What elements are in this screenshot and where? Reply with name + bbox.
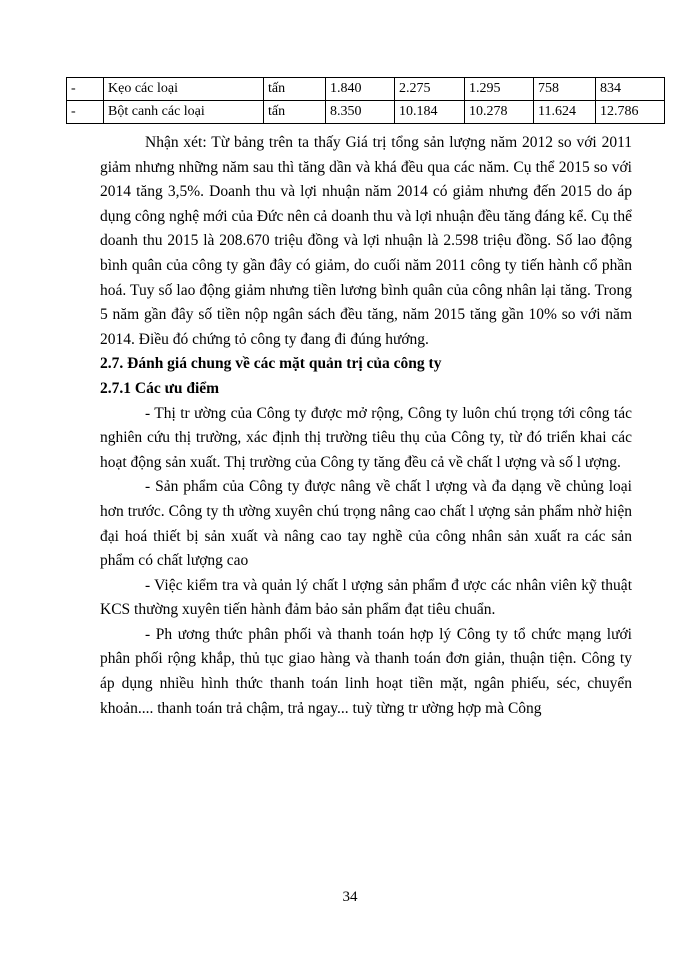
subsection-heading: 2.7.1 Các ưu điểm — [100, 379, 220, 397]
advantage-paragraph: - Việc kiểm tra và quản lý chất l ượng sản phẩm đ ược các nhân viên kỹ thuật KCS thường xuyên tiến hành đảm bảo sản phẩm đạt tiêu chuẩn. — [100, 576, 632, 619]
value-cell: 12.786 — [596, 101, 665, 124]
page-number: 34 — [342, 889, 358, 905]
value-cell: 1.840 — [326, 78, 395, 101]
value-cell: 11.624 — [534, 101, 596, 124]
document-body — [100, 131, 632, 721]
value-cell: 10.278 — [465, 101, 534, 124]
production-table — [66, 77, 665, 124]
value-cell: 758 — [534, 78, 596, 101]
table-row — [67, 78, 665, 101]
value-cell: 1.295 — [465, 78, 534, 101]
value-cell: 834 — [596, 78, 665, 101]
value-cell: 8.350 — [326, 101, 395, 124]
advantage-paragraph: - Sản phẩm của Công ty được nâng về chất l ượng và đa dạng về chủng loại hơn trước. Công ty th ường xuyên chú trọng nâng cao chất l ượng sản phẩm nhờ hiện đại hoá thiết bị sản xuất và nâng cao tay nghề của công nhân sản xuất ra các sản phẩm có chất lượng cao — [100, 478, 632, 570]
unit-cell: tấn — [264, 101, 326, 124]
row-dash: - — [67, 101, 104, 124]
item-name: Bột canh các loại — [104, 101, 264, 124]
value-cell: 2.275 — [395, 78, 465, 101]
unit-cell: tấn — [264, 78, 326, 101]
table-row — [67, 101, 665, 124]
item-name: Kẹo các loại — [104, 78, 264, 101]
table — [66, 77, 665, 124]
section-heading: 2.7. Đánh giá chung về các mặt quản trị của công ty — [100, 355, 442, 373]
advantage-paragraph: - Thị tr ường của Công ty được mở rộng, Công ty luôn chú trọng tới công tác nghiên cứu thị trường, xác định thị trường tiêu thụ của Công ty, từ đó triển khai các hoạt động sản xuất. Thị trường của Công ty tăng đều cả về chất l ượng và số l ượng. — [100, 404, 632, 471]
row-dash: - — [67, 78, 104, 101]
remark-paragraph: Nhận xét: Từ bảng trên ta thấy Giá trị tổng sản lượng năm 2012 so với 2011 giảm nhưng những năm sau thì tăng dần và khá đều qua các năm. Cụ thể 2015 so với 2014 tăng 3,5%. Doanh thu và lợi nhuận năm 2014 có giảm nhưng đến 2015 do áp dụng công nghệ mới của Đức nên cả doanh thu và lợi nhuận đều tăng đáng kể. Cụ thể doanh thu 2015 là 208.670 triệu đồng và lợi nhuận là 2.598 triệu đồng. Số lao động bình quân của công ty gần đây có giảm, do cuối năm 2011 công ty tiến hành cổ phần hoá. Tuy số lao động giảm nhưng tiền lương bình quân của công nhân lại tăng. Trong 5 năm gần đây số tiền nộp ngân sách đều tăng, năm 2015 tăng gần 10% so với năm 2014. Điều đó chứng tỏ công ty đang đi đúng hướng. — [100, 134, 632, 348]
advantage-paragraph: - Ph ương thức phân phối và thanh toán hợp lý Công ty tổ chức mạng lưới phân phối rộng khắp, thủ tục giao hàng và thanh toán đơn giản, thuận tiện. Công ty áp dụng nhiều hình thức thanh toán linh hoạt tiền mặt, ngân phiếu, séc, chuyển khoản.... thanh toán trả chậm, trả ngay... tuỳ từng tr ường hợp mà Công — [100, 625, 632, 717]
value-cell: 10.184 — [395, 101, 465, 124]
